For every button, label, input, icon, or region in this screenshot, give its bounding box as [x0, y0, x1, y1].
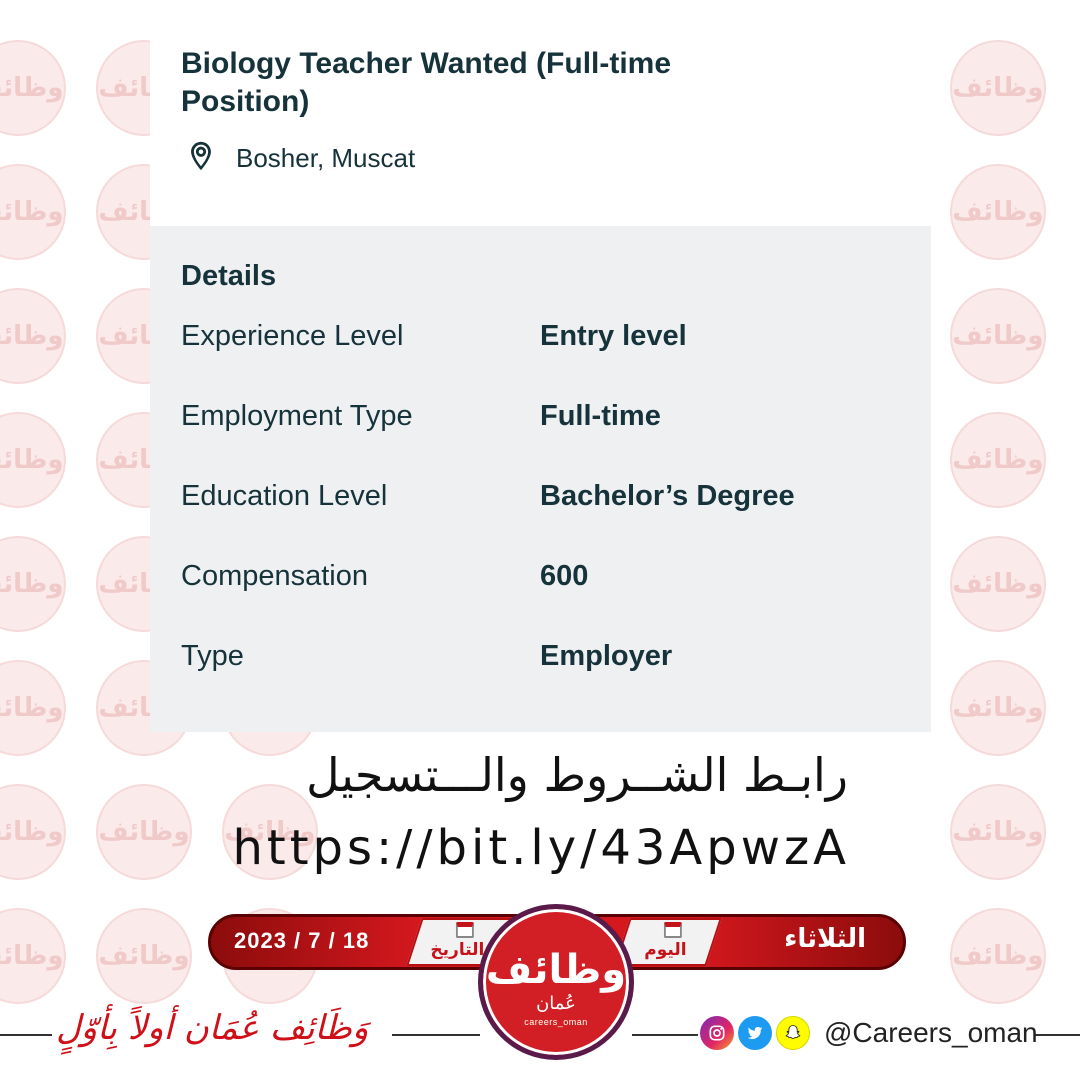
watermark-logo	[0, 412, 66, 508]
day-tag-label: اليوم	[644, 940, 687, 960]
detail-label: Compensation	[181, 560, 368, 592]
footer-divider-mid-left	[392, 1034, 480, 1036]
detail-row-education	[181, 480, 901, 520]
date-tag-label: التاريخ	[430, 940, 485, 960]
details-heading: Details	[181, 260, 277, 292]
job-header-card	[150, 40, 931, 226]
watermark-logo	[0, 40, 66, 136]
watermark-logo	[0, 536, 66, 632]
detail-label: Type	[181, 640, 244, 672]
location-text: Bosher, Muscat	[236, 142, 416, 173]
detail-value: Employer	[540, 640, 673, 672]
watermark-logo	[0, 288, 66, 384]
logo-main-text: وظائف	[485, 947, 627, 993]
watermark-logo	[950, 164, 1046, 260]
detail-row-type	[181, 640, 901, 680]
details-panel	[150, 226, 931, 732]
detail-label: Employment Type	[181, 400, 413, 432]
watermark-logo	[950, 536, 1046, 632]
footer-divider-mid-right	[632, 1034, 698, 1036]
watermark-logo	[950, 40, 1046, 136]
watermark-logo	[950, 908, 1046, 1004]
calendar-icon	[456, 922, 474, 938]
detail-row-compensation	[181, 560, 901, 600]
instagram-icon[interactable]	[700, 1016, 734, 1050]
detail-row-experience	[181, 320, 901, 360]
watermark-logo	[0, 660, 66, 756]
brand-logo	[478, 904, 634, 1060]
job-location	[184, 138, 415, 178]
detail-label: Experience Level	[181, 320, 404, 352]
social-handle[interactable]: @Careers_oman	[824, 1017, 1038, 1048]
detail-value: Bachelor’s Degree	[540, 480, 795, 512]
detail-label: Education Level	[181, 480, 388, 512]
twitter-icon[interactable]	[738, 1016, 772, 1050]
day-value: الثلاثاء	[784, 924, 866, 954]
slogan: وَظَائِف عُمَان أولاً بِأوّلٍ	[56, 1008, 369, 1048]
logo-sub-text: عُمان	[536, 993, 576, 1014]
watermark-logo	[0, 908, 66, 1004]
link-heading: رابـط الشــروط والـــتسجيل	[306, 748, 848, 802]
watermark-logo	[96, 784, 192, 880]
date-value: 2023 / 7 / 18	[234, 928, 370, 953]
watermark-logo	[950, 412, 1046, 508]
social-links	[700, 1016, 1038, 1050]
watermark-logo	[0, 784, 66, 880]
map-pin-icon	[184, 139, 218, 178]
detail-value: 600	[540, 560, 589, 592]
calendar-icon	[664, 922, 682, 938]
snapchat-icon[interactable]	[776, 1016, 810, 1050]
job-title: Biology Teacher Wanted (Full-time Position)	[181, 47, 672, 118]
footer-divider-left	[0, 1034, 52, 1036]
detail-value: Entry level	[540, 320, 687, 352]
registration-link[interactable]: https://bit.ly/43ApwzA	[232, 820, 850, 876]
footer-divider-right	[1034, 1034, 1080, 1036]
watermark-logo	[950, 288, 1046, 384]
watermark-logo	[950, 660, 1046, 756]
watermark-logo	[950, 784, 1046, 880]
watermark-logo	[0, 164, 66, 260]
detail-value: Full-time	[540, 400, 661, 432]
watermark-logo	[96, 908, 192, 1004]
detail-row-employment-type	[181, 400, 901, 440]
logo-handle-text: careers_oman	[524, 1017, 588, 1027]
